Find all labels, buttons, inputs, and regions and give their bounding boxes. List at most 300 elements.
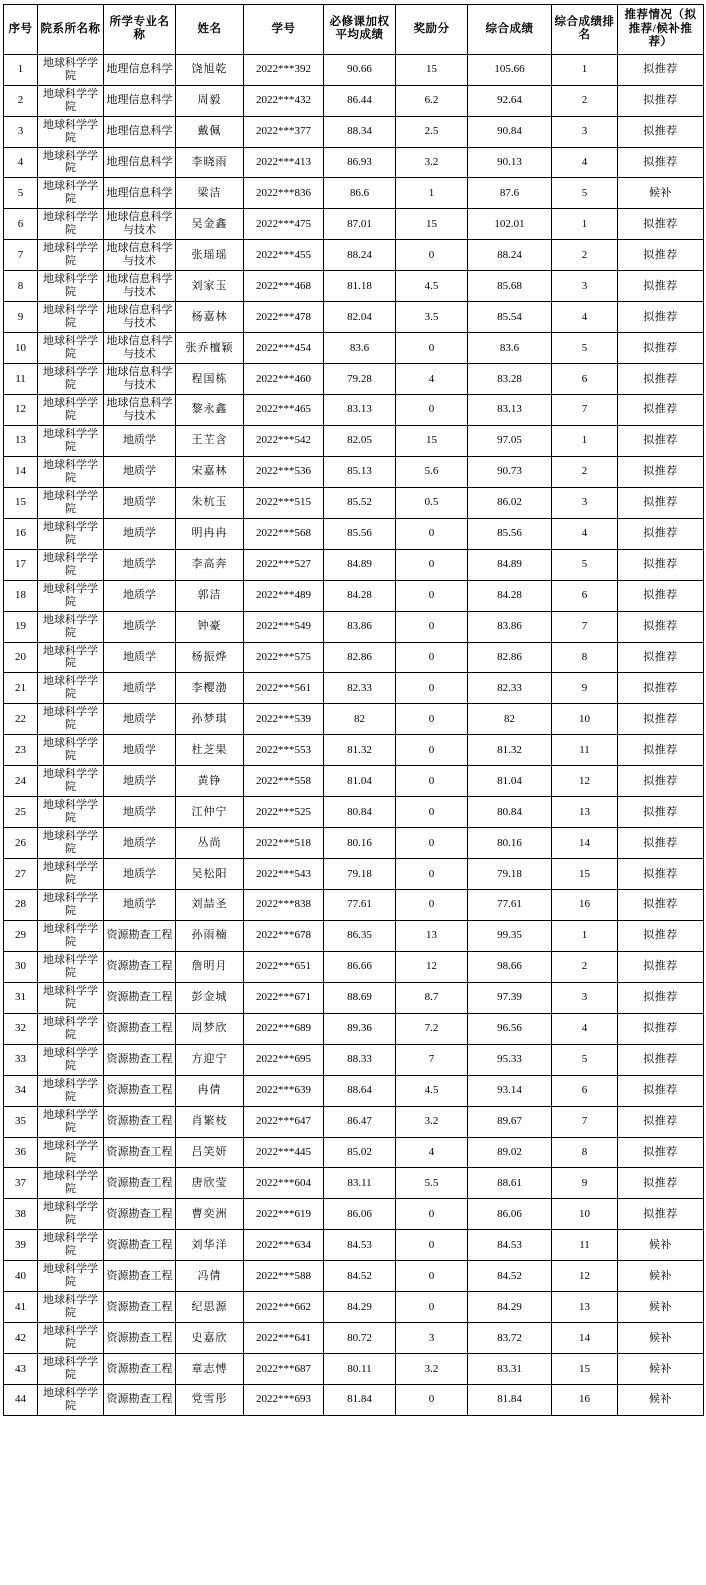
- cell-weighted-average: 81.18: [324, 271, 396, 302]
- cell-total-score: 90.73: [468, 456, 552, 487]
- cell-student-id: 2022***561: [244, 673, 324, 704]
- cell-student-id: 2022***542: [244, 425, 324, 456]
- cell-major: 资源勘查工程: [104, 1199, 176, 1230]
- cell-major: 资源勘查工程: [104, 1075, 176, 1106]
- cell-bonus-points: 0: [396, 1199, 468, 1230]
- cell-major: 地质学: [104, 828, 176, 859]
- cell-total-score: 97.39: [468, 982, 552, 1013]
- cell-weighted-average: 77.61: [324, 890, 396, 921]
- cell-index: 4: [4, 147, 38, 178]
- cell-recommendation-status: 拟推荐: [618, 797, 704, 828]
- cell-department: 地球科学学院: [38, 85, 104, 116]
- cell-major: 地质学: [104, 766, 176, 797]
- cell-major: 地质学: [104, 580, 176, 611]
- cell-name: 肖繁枝: [176, 1106, 244, 1137]
- cell-major: 地质学: [104, 487, 176, 518]
- column-header-student-id: 学号: [244, 5, 324, 55]
- cell-bonus-points: 5.6: [396, 456, 468, 487]
- cell-total-score: 83.6: [468, 333, 552, 364]
- cell-weighted-average: 87.01: [324, 209, 396, 240]
- cell-recommendation-status: 拟推荐: [618, 456, 704, 487]
- table-row: [4, 1261, 704, 1292]
- cell-weighted-average: 88.69: [324, 982, 396, 1013]
- cell-recommendation-status: 拟推荐: [618, 333, 704, 364]
- cell-index: 37: [4, 1168, 38, 1199]
- column-header-major: 所学专业名称: [104, 5, 176, 55]
- cell-weighted-average: 86.35: [324, 920, 396, 951]
- cell-total-score: 79.18: [468, 859, 552, 890]
- cell-total-score: 83.13: [468, 395, 552, 426]
- cell-index: 31: [4, 982, 38, 1013]
- cell-total-score: 88.24: [468, 240, 552, 271]
- cell-major: 地质学: [104, 611, 176, 642]
- table-row: [4, 333, 704, 364]
- column-header-index: 序号: [4, 5, 38, 55]
- cell-recommendation-status: 拟推荐: [618, 859, 704, 890]
- cell-total-score: 82.86: [468, 642, 552, 673]
- cell-department: 地球科学学院: [38, 240, 104, 271]
- table-row: [4, 1137, 704, 1168]
- cell-weighted-average: 82.33: [324, 673, 396, 704]
- table-body: [4, 54, 704, 1415]
- cell-total-rank: 10: [552, 1199, 618, 1230]
- cell-student-id: 2022***575: [244, 642, 324, 673]
- cell-student-id: 2022***836: [244, 178, 324, 209]
- cell-bonus-points: 13: [396, 920, 468, 951]
- cell-bonus-points: 4: [396, 364, 468, 395]
- cell-student-id: 2022***588: [244, 1261, 324, 1292]
- cell-total-score: 99.35: [468, 920, 552, 951]
- cell-total-rank: 16: [552, 890, 618, 921]
- cell-recommendation-status: 拟推荐: [618, 54, 704, 85]
- cell-department: 地球科学学院: [38, 797, 104, 828]
- cell-student-id: 2022***604: [244, 1168, 324, 1199]
- cell-recommendation-status: 候补: [618, 1261, 704, 1292]
- cell-name: 詹明月: [176, 951, 244, 982]
- cell-name: 刘喆圣: [176, 890, 244, 921]
- cell-name: 刘华洋: [176, 1230, 244, 1261]
- cell-total-rank: 13: [552, 797, 618, 828]
- cell-recommendation-status: 候补: [618, 1230, 704, 1261]
- cell-index: 12: [4, 395, 38, 426]
- cell-recommendation-status: 拟推荐: [618, 549, 704, 580]
- cell-name: 周梦欣: [176, 1013, 244, 1044]
- table-row: [4, 364, 704, 395]
- cell-total-rank: 1: [552, 425, 618, 456]
- table-row: [4, 54, 704, 85]
- cell-index: 38: [4, 1199, 38, 1230]
- cell-recommendation-status: 候补: [618, 1292, 704, 1323]
- table-row: [4, 1323, 704, 1354]
- cell-student-id: 2022***468: [244, 271, 324, 302]
- cell-name: 吴金鑫: [176, 209, 244, 240]
- cell-total-rank: 5: [552, 1044, 618, 1075]
- cell-weighted-average: 86.93: [324, 147, 396, 178]
- table-row: [4, 920, 704, 951]
- cell-total-score: 98.66: [468, 951, 552, 982]
- cell-major: 资源勘查工程: [104, 1261, 176, 1292]
- cell-recommendation-status: 拟推荐: [618, 487, 704, 518]
- cell-bonus-points: 6.2: [396, 85, 468, 116]
- cell-name: 戴佩: [176, 116, 244, 147]
- cell-total-score: 84.29: [468, 1292, 552, 1323]
- cell-recommendation-status: 拟推荐: [618, 425, 704, 456]
- cell-recommendation-status: 拟推荐: [618, 271, 704, 302]
- cell-student-id: 2022***392: [244, 54, 324, 85]
- cell-total-rank: 15: [552, 859, 618, 890]
- cell-total-rank: 1: [552, 209, 618, 240]
- cell-bonus-points: 0: [396, 642, 468, 673]
- cell-department: 地球科学学院: [38, 1323, 104, 1354]
- cell-bonus-points: 3.2: [396, 147, 468, 178]
- cell-department: 地球科学学院: [38, 859, 104, 890]
- cell-index: 21: [4, 673, 38, 704]
- cell-weighted-average: 90.66: [324, 54, 396, 85]
- table-row: [4, 425, 704, 456]
- cell-total-score: 77.61: [468, 890, 552, 921]
- cell-recommendation-status: 拟推荐: [618, 890, 704, 921]
- cell-department: 地球科学学院: [38, 209, 104, 240]
- cell-name: 宋嘉林: [176, 456, 244, 487]
- cell-department: 地球科学学院: [38, 54, 104, 85]
- table-row: [4, 1106, 704, 1137]
- table-row: [4, 611, 704, 642]
- cell-total-rank: 6: [552, 580, 618, 611]
- cell-weighted-average: 84.89: [324, 549, 396, 580]
- cell-bonus-points: 4: [396, 1137, 468, 1168]
- cell-recommendation-status: 拟推荐: [618, 611, 704, 642]
- cell-recommendation-status: 拟推荐: [618, 116, 704, 147]
- cell-weighted-average: 83.11: [324, 1168, 396, 1199]
- cell-bonus-points: 0: [396, 1230, 468, 1261]
- cell-index: 40: [4, 1261, 38, 1292]
- cell-name: 郭洁: [176, 580, 244, 611]
- cell-bonus-points: 0: [396, 518, 468, 549]
- cell-major: 资源勘查工程: [104, 1168, 176, 1199]
- cell-department: 地球科学学院: [38, 178, 104, 209]
- cell-name: 李晓雨: [176, 147, 244, 178]
- table-row: [4, 797, 704, 828]
- cell-index: 15: [4, 487, 38, 518]
- cell-name: 冉倩: [176, 1075, 244, 1106]
- cell-bonus-points: 15: [396, 209, 468, 240]
- cell-major: 地球信息科学与技术: [104, 240, 176, 271]
- cell-total-score: 83.31: [468, 1354, 552, 1385]
- cell-weighted-average: 84.28: [324, 580, 396, 611]
- cell-student-id: 2022***413: [244, 147, 324, 178]
- cell-bonus-points: 0: [396, 859, 468, 890]
- cell-total-rank: 11: [552, 735, 618, 766]
- cell-total-rank: 3: [552, 487, 618, 518]
- cell-department: 地球科学学院: [38, 1199, 104, 1230]
- cell-major: 地球信息科学与技术: [104, 395, 176, 426]
- cell-recommendation-status: 拟推荐: [618, 673, 704, 704]
- cell-bonus-points: 12: [396, 951, 468, 982]
- cell-recommendation-status: 拟推荐: [618, 240, 704, 271]
- cell-index: 41: [4, 1292, 38, 1323]
- cell-student-id: 2022***515: [244, 487, 324, 518]
- cell-bonus-points: 3.2: [396, 1106, 468, 1137]
- cell-total-rank: 11: [552, 1230, 618, 1261]
- cell-bonus-points: 0: [396, 1292, 468, 1323]
- cell-recommendation-status: 拟推荐: [618, 518, 704, 549]
- cell-major: 地质学: [104, 549, 176, 580]
- cell-major: 资源勘查工程: [104, 1137, 176, 1168]
- cell-recommendation-status: 拟推荐: [618, 1199, 704, 1230]
- cell-bonus-points: 7.2: [396, 1013, 468, 1044]
- cell-index: 20: [4, 642, 38, 673]
- cell-student-id: 2022***489: [244, 580, 324, 611]
- table-row: [4, 1075, 704, 1106]
- cell-student-id: 2022***543: [244, 859, 324, 890]
- cell-name: 曹奕洲: [176, 1199, 244, 1230]
- cell-weighted-average: 85.13: [324, 456, 396, 487]
- cell-index: 27: [4, 859, 38, 890]
- cell-weighted-average: 86.47: [324, 1106, 396, 1137]
- column-header-weighted-average: 必修课加权平均成绩: [324, 5, 396, 55]
- cell-name: 史嘉欣: [176, 1323, 244, 1354]
- cell-total-rank: 3: [552, 982, 618, 1013]
- cell-department: 地球科学学院: [38, 1013, 104, 1044]
- cell-student-id: 2022***641: [244, 1323, 324, 1354]
- cell-major: 地球信息科学与技术: [104, 364, 176, 395]
- cell-name: 梁洁: [176, 178, 244, 209]
- table-row: [4, 982, 704, 1013]
- cell-total-rank: 13: [552, 1292, 618, 1323]
- cell-student-id: 2022***465: [244, 395, 324, 426]
- cell-total-score: 84.89: [468, 549, 552, 580]
- cell-total-rank: 2: [552, 951, 618, 982]
- cell-student-id: 2022***678: [244, 920, 324, 951]
- cell-total-rank: 3: [552, 271, 618, 302]
- cell-bonus-points: 3.5: [396, 302, 468, 333]
- cell-weighted-average: 88.64: [324, 1075, 396, 1106]
- cell-major: 资源勘查工程: [104, 1044, 176, 1075]
- cell-total-score: 92.64: [468, 85, 552, 116]
- table-header: [4, 5, 704, 55]
- cell-total-rank: 5: [552, 333, 618, 364]
- cell-major: 资源勘查工程: [104, 1106, 176, 1137]
- cell-weighted-average: 82.86: [324, 642, 396, 673]
- cell-bonus-points: 8.7: [396, 982, 468, 1013]
- cell-weighted-average: 85.56: [324, 518, 396, 549]
- cell-name: 张瑶瑶: [176, 240, 244, 271]
- table-row: [4, 704, 704, 735]
- cell-total-score: 102.01: [468, 209, 552, 240]
- cell-recommendation-status: 拟推荐: [618, 1013, 704, 1044]
- table-row: [4, 1199, 704, 1230]
- cell-total-rank: 9: [552, 1168, 618, 1199]
- cell-student-id: 2022***639: [244, 1075, 324, 1106]
- cell-total-rank: 16: [552, 1385, 618, 1416]
- cell-student-id: 2022***695: [244, 1044, 324, 1075]
- cell-department: 地球科学学院: [38, 735, 104, 766]
- cell-major: 地质学: [104, 673, 176, 704]
- cell-student-id: 2022***568: [244, 518, 324, 549]
- cell-recommendation-status: 拟推荐: [618, 1044, 704, 1075]
- table-row: [4, 859, 704, 890]
- cell-name: 彭金城: [176, 982, 244, 1013]
- cell-major: 地理信息科学: [104, 85, 176, 116]
- cell-student-id: 2022***619: [244, 1199, 324, 1230]
- cell-total-score: 85.54: [468, 302, 552, 333]
- table-row: [4, 456, 704, 487]
- cell-name: 杜芝果: [176, 735, 244, 766]
- cell-total-rank: 4: [552, 1013, 618, 1044]
- cell-total-rank: 1: [552, 54, 618, 85]
- cell-weighted-average: 81.32: [324, 735, 396, 766]
- cell-bonus-points: 0: [396, 704, 468, 735]
- cell-student-id: 2022***445: [244, 1137, 324, 1168]
- cell-bonus-points: 2.5: [396, 116, 468, 147]
- cell-index: 2: [4, 85, 38, 116]
- cell-bonus-points: 4.5: [396, 1075, 468, 1106]
- cell-major: 地质学: [104, 704, 176, 735]
- table-row: [4, 951, 704, 982]
- cell-total-rank: 2: [552, 456, 618, 487]
- cell-recommendation-status: 拟推荐: [618, 1075, 704, 1106]
- cell-student-id: 2022***549: [244, 611, 324, 642]
- cell-major: 资源勘查工程: [104, 1013, 176, 1044]
- cell-total-score: 80.84: [468, 797, 552, 828]
- cell-weighted-average: 83.6: [324, 333, 396, 364]
- cell-bonus-points: 0: [396, 766, 468, 797]
- cell-department: 地球科学学院: [38, 1075, 104, 1106]
- cell-name: 程国栋: [176, 364, 244, 395]
- cell-total-rank: 10: [552, 704, 618, 735]
- cell-index: 25: [4, 797, 38, 828]
- cell-major: 地质学: [104, 859, 176, 890]
- cell-index: 8: [4, 271, 38, 302]
- cell-weighted-average: 86.66: [324, 951, 396, 982]
- cell-department: 地球科学学院: [38, 611, 104, 642]
- cell-recommendation-status: 候补: [618, 1323, 704, 1354]
- cell-recommendation-status: 候补: [618, 1385, 704, 1416]
- cell-index: 17: [4, 549, 38, 580]
- cell-total-score: 83.86: [468, 611, 552, 642]
- column-header-total-score: 综合成绩: [468, 5, 552, 55]
- column-header-name: 姓名: [176, 5, 244, 55]
- cell-total-rank: 12: [552, 1261, 618, 1292]
- cell-name: 钟豪: [176, 611, 244, 642]
- cell-bonus-points: 0: [396, 735, 468, 766]
- cell-department: 地球科学学院: [38, 425, 104, 456]
- cell-weighted-average: 83.13: [324, 395, 396, 426]
- cell-student-id: 2022***518: [244, 828, 324, 859]
- cell-total-score: 85.56: [468, 518, 552, 549]
- cell-weighted-average: 82.05: [324, 425, 396, 456]
- cell-weighted-average: 82: [324, 704, 396, 735]
- cell-index: 34: [4, 1075, 38, 1106]
- cell-major: 资源勘查工程: [104, 1385, 176, 1416]
- cell-recommendation-status: 拟推荐: [618, 364, 704, 395]
- cell-name: 杨嘉林: [176, 302, 244, 333]
- cell-total-score: 84.28: [468, 580, 552, 611]
- cell-department: 地球科学学院: [38, 456, 104, 487]
- cell-student-id: 2022***647: [244, 1106, 324, 1137]
- table-row: [4, 209, 704, 240]
- cell-total-rank: 4: [552, 302, 618, 333]
- cell-weighted-average: 84.53: [324, 1230, 396, 1261]
- cell-total-rank: 15: [552, 1354, 618, 1385]
- table-row: [4, 580, 704, 611]
- cell-student-id: 2022***634: [244, 1230, 324, 1261]
- cell-department: 地球科学学院: [38, 704, 104, 735]
- cell-major: 地质学: [104, 456, 176, 487]
- cell-department: 地球科学学院: [38, 1137, 104, 1168]
- cell-bonus-points: 3.2: [396, 1354, 468, 1385]
- cell-weighted-average: 81.04: [324, 766, 396, 797]
- cell-total-score: 82.33: [468, 673, 552, 704]
- table-row: [4, 518, 704, 549]
- cell-weighted-average: 88.24: [324, 240, 396, 271]
- cell-recommendation-status: 拟推荐: [618, 85, 704, 116]
- cell-department: 地球科学学院: [38, 395, 104, 426]
- cell-department: 地球科学学院: [38, 982, 104, 1013]
- cell-name: 章志愽: [176, 1354, 244, 1385]
- cell-student-id: 2022***377: [244, 116, 324, 147]
- table-row: [4, 766, 704, 797]
- cell-total-score: 80.16: [468, 828, 552, 859]
- cell-index: 44: [4, 1385, 38, 1416]
- table-row: [4, 395, 704, 426]
- cell-index: 14: [4, 456, 38, 487]
- cell-major: 地球信息科学与技术: [104, 271, 176, 302]
- cell-name: 王芏含: [176, 425, 244, 456]
- cell-major: 地质学: [104, 735, 176, 766]
- cell-total-rank: 6: [552, 1075, 618, 1106]
- cell-total-score: 85.68: [468, 271, 552, 302]
- cell-major: 地质学: [104, 642, 176, 673]
- cell-weighted-average: 88.33: [324, 1044, 396, 1075]
- cell-total-score: 87.6: [468, 178, 552, 209]
- cell-total-score: 81.84: [468, 1385, 552, 1416]
- cell-total-rank: 8: [552, 1137, 618, 1168]
- cell-index: 43: [4, 1354, 38, 1385]
- table-row: [4, 271, 704, 302]
- cell-index: 1: [4, 54, 38, 85]
- table-row: [4, 1354, 704, 1385]
- cell-student-id: 2022***432: [244, 85, 324, 116]
- cell-recommendation-status: 拟推荐: [618, 302, 704, 333]
- cell-name: 朱杭玉: [176, 487, 244, 518]
- cell-weighted-average: 80.72: [324, 1323, 396, 1354]
- cell-index: 5: [4, 178, 38, 209]
- cell-total-score: 97.05: [468, 425, 552, 456]
- cell-total-score: 86.06: [468, 1199, 552, 1230]
- cell-major: 资源勘查工程: [104, 1230, 176, 1261]
- cell-student-id: 2022***838: [244, 890, 324, 921]
- cell-student-id: 2022***689: [244, 1013, 324, 1044]
- cell-total-rank: 5: [552, 178, 618, 209]
- cell-total-score: 82: [468, 704, 552, 735]
- cell-total-score: 90.84: [468, 116, 552, 147]
- cell-total-score: 84.52: [468, 1261, 552, 1292]
- cell-total-rank: 14: [552, 828, 618, 859]
- cell-bonus-points: 0: [396, 549, 468, 580]
- cell-major: 地理信息科学: [104, 178, 176, 209]
- cell-recommendation-status: 候补: [618, 1354, 704, 1385]
- cell-department: 地球科学学院: [38, 302, 104, 333]
- cell-total-rank: 7: [552, 395, 618, 426]
- cell-bonus-points: 0: [396, 890, 468, 921]
- cell-major: 地球信息科学与技术: [104, 302, 176, 333]
- table-row: [4, 1385, 704, 1416]
- cell-total-score: 83.72: [468, 1323, 552, 1354]
- cell-total-score: 93.14: [468, 1075, 552, 1106]
- cell-bonus-points: 0: [396, 240, 468, 271]
- cell-department: 地球科学学院: [38, 1385, 104, 1416]
